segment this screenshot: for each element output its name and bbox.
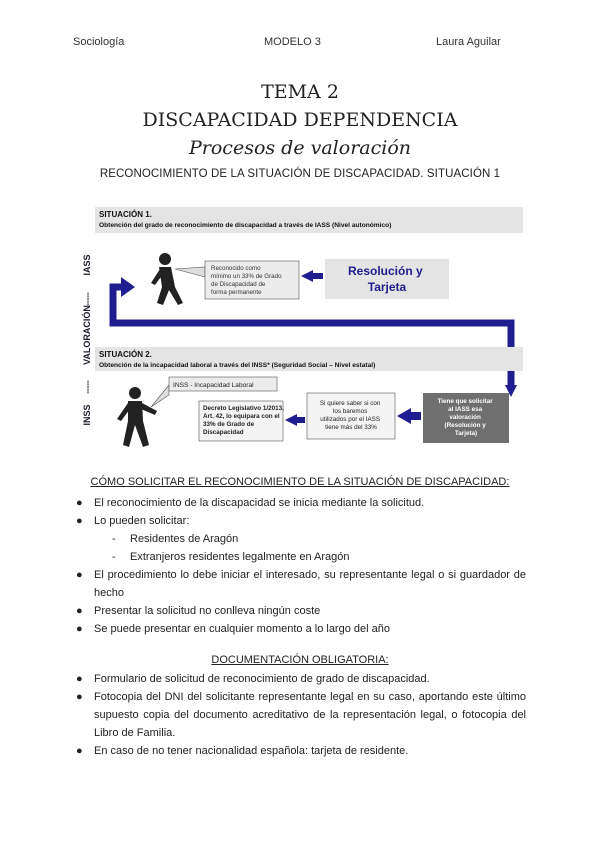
list-item: ● El procedimiento lo debe iniciar el interesado, su representante legal o si guardador de hecho (76, 569, 526, 599)
side-label (81, 254, 92, 425)
s1-result-text: Resolución y Tarjeta (347, 264, 423, 294)
side-label-iass: IASS (82, 254, 92, 276)
header-model: MODELO 3 (264, 36, 321, 48)
s1-title: SITUACIÓN 1. (99, 210, 152, 219)
documentacion-list (74, 670, 526, 760)
list-item: ● Presentar la solicitud no conlleva ningún coste (76, 605, 321, 617)
list-item: ● Lo pueden solicitar: (76, 515, 190, 527)
s2-tiene-text: Tiene que solicitar al IASS esa valoración (Resolución y Tarjeta) (437, 398, 493, 437)
arrow-to-result (301, 270, 323, 282)
list-item: ● Se puede presentar en cualquier momento a lo largo del año (76, 623, 390, 635)
s2-title: SITUACIÓN 2. (99, 350, 152, 359)
section-heading-solicitar: CÓMO SOLICITAR EL RECONOCIMIENTO DE LA SITUACIÓN DE DISCAPACIDAD: (90, 476, 510, 488)
header-author: Laura Aguilar (436, 36, 501, 48)
side-label-inss: INSS (82, 404, 92, 426)
s2-quiere-text: Si quiere saber si con los baremos utilizados por el IASS tiene más del 33% (319, 400, 381, 431)
list-item: - Extranjeros residentes legalmente en Aragón (112, 551, 350, 563)
side-dash-1: ----- (83, 292, 92, 306)
solicitar-list (74, 494, 526, 638)
page-topic: Procesos de valoración (189, 137, 411, 159)
header-subject: Sociología (73, 36, 125, 48)
s2-subtitle: Obtención de la incapacidad laboral a través del INSS* (Seguridad Social – Nivel estatal) (99, 362, 376, 369)
list-item: - Residentes de Aragón (112, 533, 239, 545)
loop-arrowhead (121, 277, 135, 297)
section-heading-documentacion: DOCUMENTACIÓN OBLIGATORIA: (211, 654, 389, 666)
s1-callout-text: Reconocido como mínimo un 33% de Grado de Discapacidad de forma permanente (211, 265, 282, 296)
side-label-valoracion: VALORACIÓN (82, 305, 92, 365)
s1-subtitle: Obtención del grado de reconocimiento de discapacidad a través de IASS (Nivel autonómico) (99, 222, 392, 229)
page-subtitle: DISCAPACIDAD DEPENDENCIA (142, 109, 458, 131)
side-dash-2: ----- (83, 380, 92, 394)
list-item: ● El reconocimiento de la discapacidad se inicia mediante la solicitud. (76, 497, 425, 509)
list-item: ● Fotocopia del DNI del solicitante representante legal en su caso, aportando este último supuesto copia del documento acreditativo de la representación legal, o fotocopia del Libro de Familia. (76, 691, 526, 739)
s1-band (95, 207, 523, 233)
walking-person-icon (151, 253, 183, 305)
page-title: TEMA 2 (261, 81, 339, 103)
standing-person-icon (117, 387, 157, 447)
s2-inss-text: INSS - Incapacidad Laboral (173, 382, 254, 389)
section-title: RECONOCIMIENTO DE LA SITUACIÓN DE DISCAPACIDAD. SITUACIÓN 1 (99, 168, 501, 180)
list-item: ● Formulario de solicitud de reconocimiento de grado de discapacidad. (76, 673, 430, 685)
list-item: ● En caso de no tener nacionalidad española: tarjeta de residente. (76, 745, 409, 757)
s2-decreto-text: Decreto Legislativo 1/2013, Art. 42, lo equipara con el 33% de Grado de Discapacidad (203, 405, 284, 436)
valuation-diagram (77, 207, 523, 451)
